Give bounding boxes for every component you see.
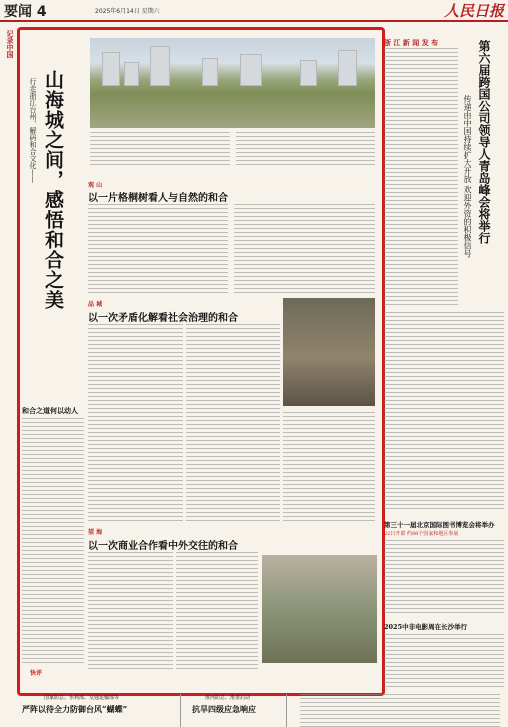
building-shape (240, 54, 262, 86)
article-text (283, 412, 375, 524)
issue-date: 2025年6月14日 星期六 (95, 8, 160, 15)
building-shape (338, 50, 357, 86)
building-shape (202, 58, 218, 86)
commentary-label: 快评 (30, 670, 43, 677)
column-rule (286, 694, 287, 727)
article-text (186, 324, 280, 524)
section-label-2: 品 城 (88, 301, 103, 308)
section-heading-2: 以一次矛盾化解看社会治理的和合 (88, 313, 238, 324)
article-text (88, 324, 183, 524)
right-article-text (384, 48, 458, 308)
right-article-text (384, 540, 504, 615)
right-heading-book-fair: 第三十一届北京国际图书博览会将举办 (384, 521, 495, 529)
section-heading-1: 以一片格桐树看人与自然的和合 (88, 193, 228, 204)
right-subheading-book-fair: 22日开幕 约88个国家和地区参展 (384, 531, 459, 537)
section-heading-3: 以一次商业合作看中外交往的和合 (88, 541, 238, 552)
right-tag: 浙 江 新 闻 发 布 (384, 38, 439, 47)
bottom-mid-headline: 抗旱四级应急响应 (192, 704, 256, 714)
bottom-right-text (300, 694, 500, 727)
right-heading-film-week: 2025中非电影周在长沙举行 (384, 623, 468, 631)
section-label-3: 望 海 (88, 529, 103, 536)
right-article-text (384, 634, 504, 690)
feature-tag: 记录中国 (6, 30, 15, 58)
building-shape (124, 62, 139, 86)
right-big-title: 第六届跨国公司领导人青岛峰会将举行 (477, 40, 491, 244)
feature-title: 山海城之间，感悟和合之美 (42, 70, 64, 310)
article-text (176, 552, 258, 672)
mediation-photo (283, 298, 375, 406)
building-shape (150, 46, 170, 86)
bottom-mid-kicker: 淮河防总、淮委启动 (205, 695, 251, 701)
building-shape (102, 52, 120, 86)
bottom-left-headline: 严阵以待全力防御台风“蝴蝶” (22, 704, 128, 714)
right-big-subtitle: 传递由中国持续扩大开放 欢迎外资的积极信号 (463, 95, 472, 258)
photo-caption-text (236, 132, 375, 168)
sidebar-text (22, 418, 84, 663)
newspaper-logo: 人民日报 (443, 2, 504, 20)
article-text (234, 204, 375, 296)
photo-caption-text (90, 132, 230, 168)
page-header (0, 0, 508, 22)
column-rule (180, 694, 181, 727)
building-shape (300, 60, 317, 86)
section-label-1: 观 山 (88, 182, 103, 189)
city-photo (90, 38, 375, 128)
bottom-left-kicker: 国家防总、水利部、交通运输部等 (44, 695, 120, 701)
article-text (88, 204, 228, 296)
trade-photo (262, 555, 377, 663)
section-title: 要闻 4 (4, 4, 47, 20)
feature-subtitle: 行走浙江台州，解码和合文化—— (29, 78, 37, 183)
sidebar-heading: 和合之道何以动人 (22, 406, 78, 415)
right-article-text (384, 312, 504, 512)
article-text (88, 552, 173, 672)
